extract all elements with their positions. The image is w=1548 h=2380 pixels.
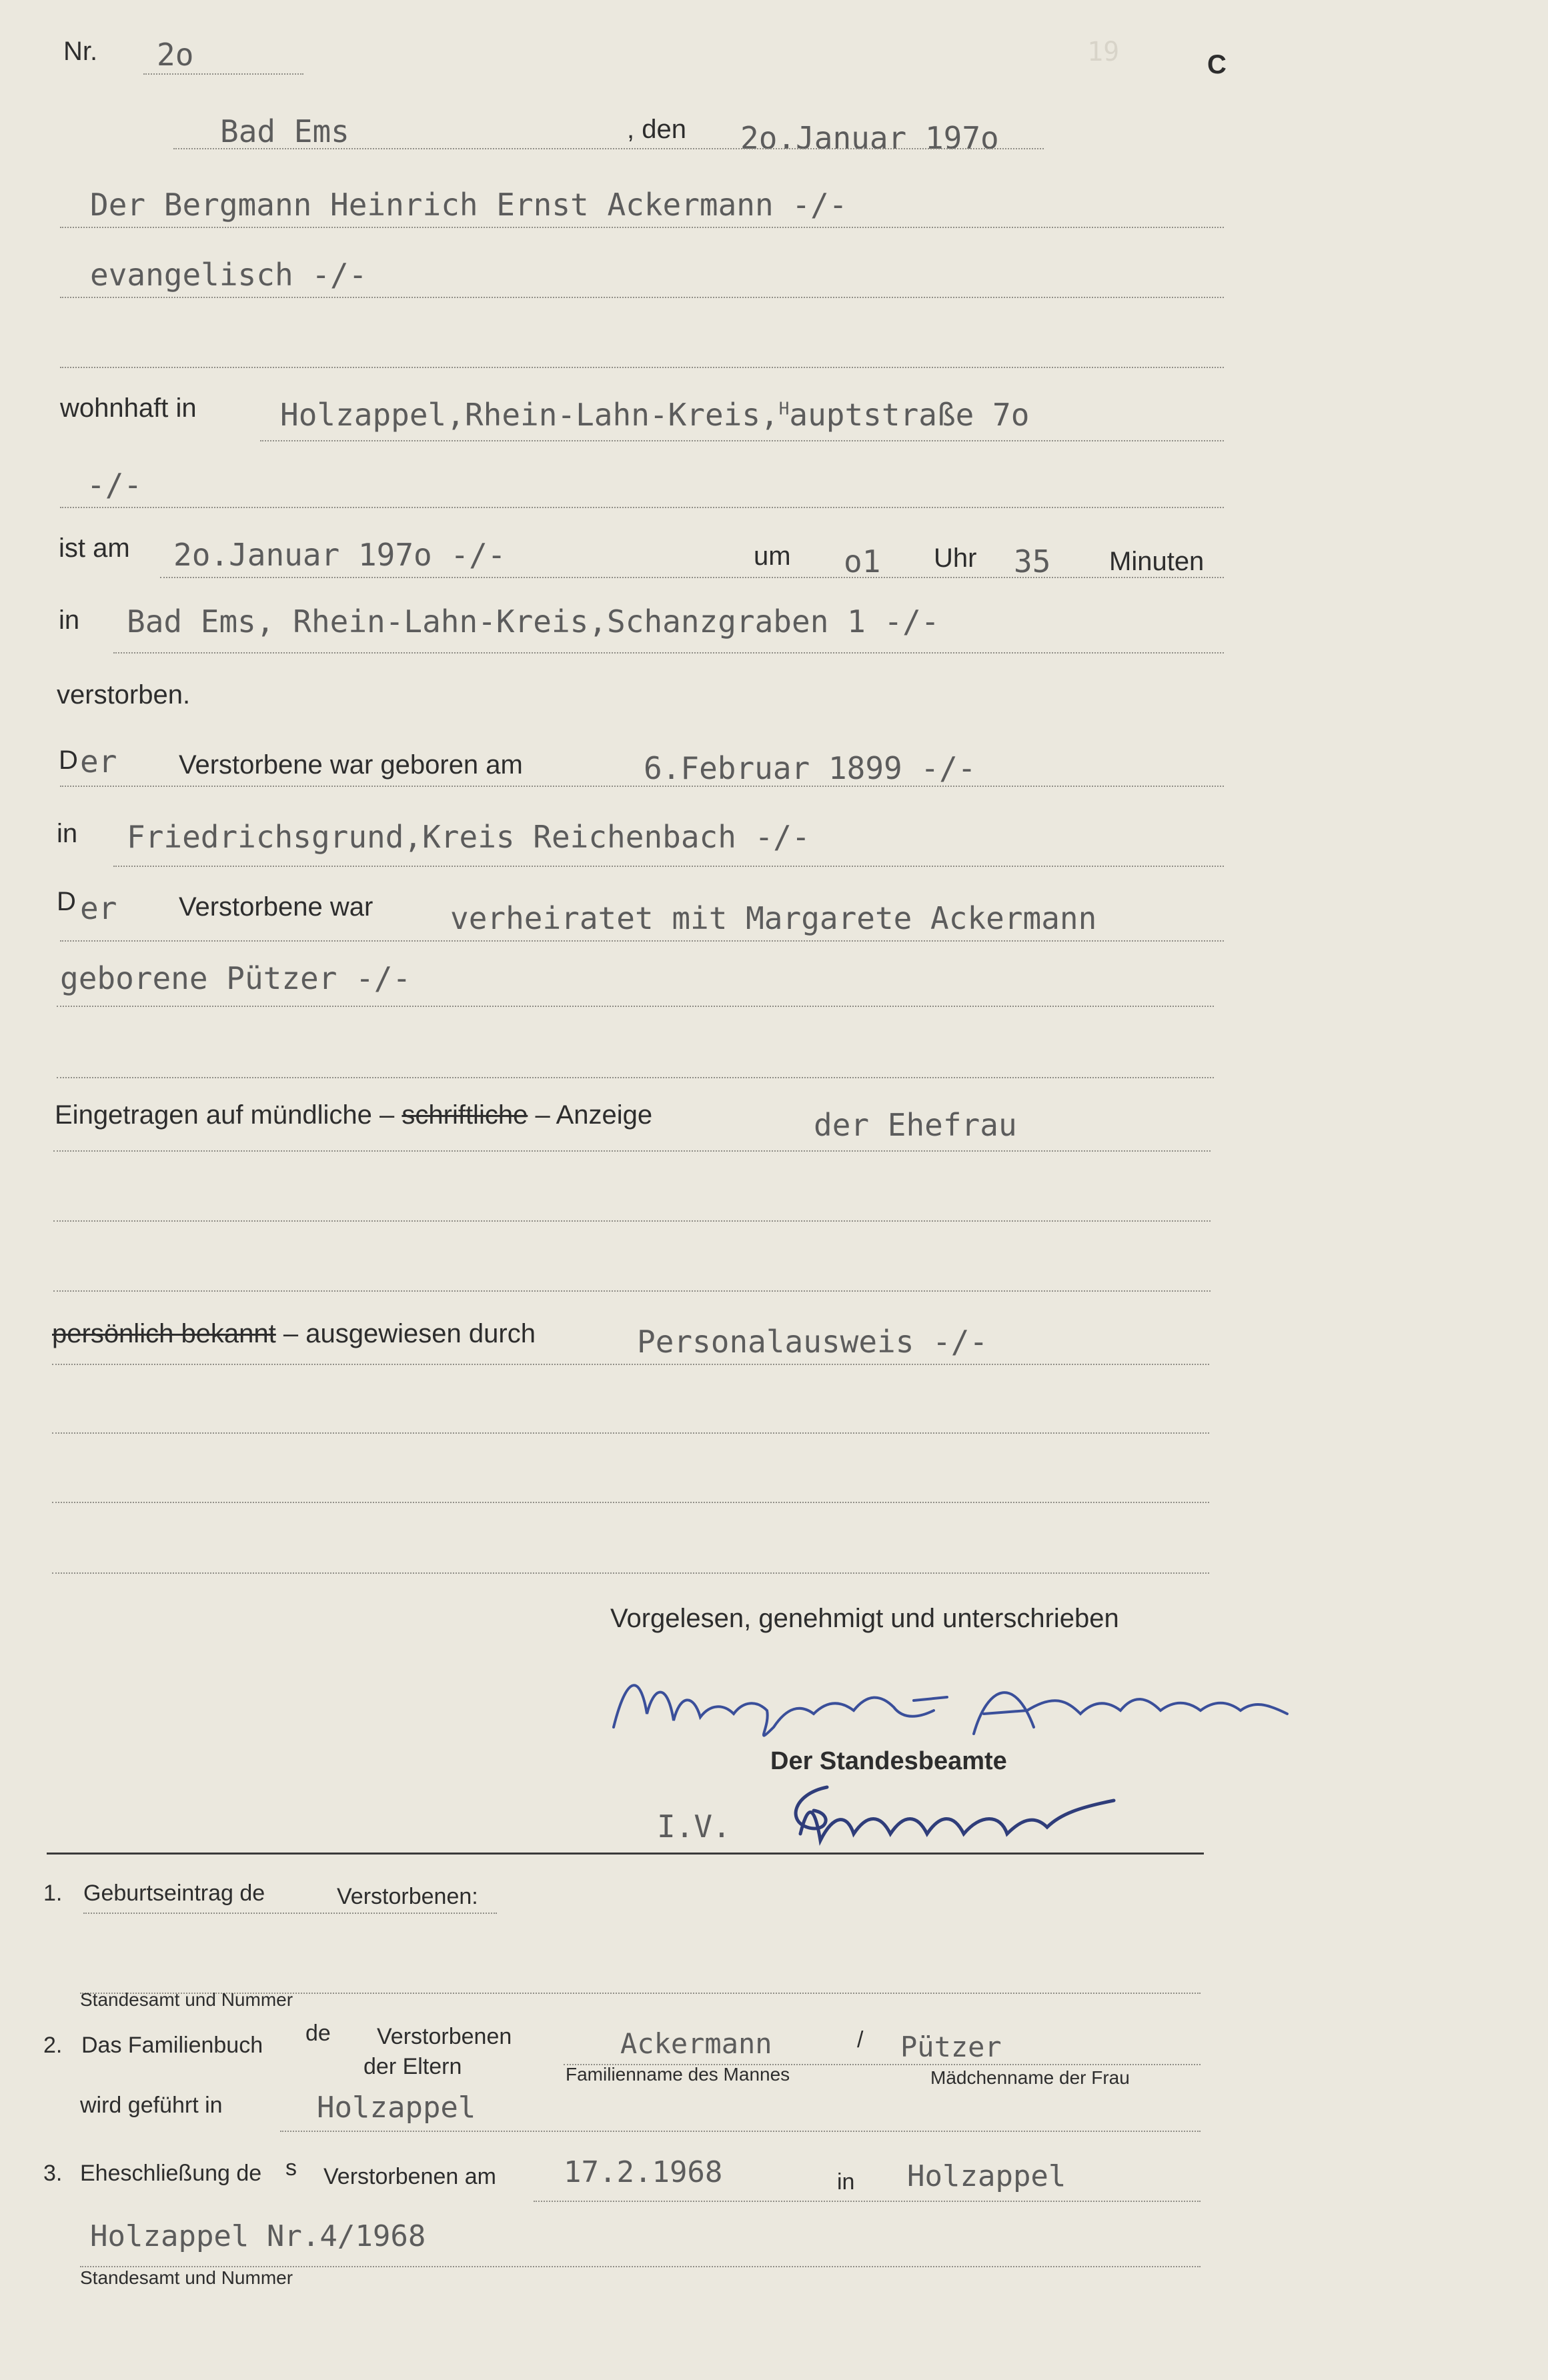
identity-label [52, 1319, 536, 1349]
person-line-3-rule [60, 367, 1224, 368]
birth-prefix-typed: er [80, 744, 117, 780]
um-label: um [754, 541, 791, 571]
identity-rule-3 [52, 1502, 1209, 1503]
marital-prefix-typed: er [80, 890, 117, 926]
item2-label: Das Familienbuch [81, 2033, 263, 2058]
item2-wife: Pützer [900, 2031, 1002, 2063]
person-line-1-rule [60, 227, 1224, 228]
nr-line [143, 73, 303, 75]
residence-value-2: -/- [87, 467, 143, 503]
death-hour: o1 [844, 543, 881, 579]
item2-eltern: der Eltern [363, 2054, 462, 2079]
item1-sub: Standesamt und Nummer [80, 1989, 293, 2010]
death-place-label: in [59, 606, 80, 635]
den-label: , den [627, 115, 686, 144]
residence-label: wohnhaft in [60, 393, 197, 423]
report-rule-1 [53, 1150, 1211, 1152]
residence-value-1 [280, 397, 1029, 433]
item3-registry: Holzappel Nr.4/1968 [90, 2219, 426, 2253]
item3-label-b: Verstorbenen am [323, 2164, 496, 2189]
death-place-value: Bad Ems, Rhein-Lahn-Kreis,Schanzgraben 1 -/- [127, 604, 940, 640]
death-time-rule [160, 577, 1224, 578]
item1-rule-1 [83, 1913, 497, 1914]
corner-letter: C [1207, 50, 1227, 79]
item3-place: Holzappel [907, 2159, 1066, 2193]
identity-value: Personalausweis -/- [637, 1324, 988, 1360]
birth-label: Verstorbene war geboren am [179, 750, 523, 780]
place-value: Bad Ems [220, 113, 349, 149]
residence-superscript: H [778, 399, 790, 419]
item3-sub: Standesamt und Nummer [80, 2267, 293, 2288]
nr-value: 2o [157, 37, 194, 73]
marital-prefix-d: D [57, 887, 76, 916]
uhr-label: Uhr [934, 543, 977, 573]
marital-rule-2 [57, 1006, 1214, 1007]
death-minutes: 35 [1014, 543, 1051, 579]
item3-label: Eheschließung de [80, 2161, 262, 2186]
signing-statement: Vorgelesen, genehmigt und unterschrieben [610, 1604, 1119, 1633]
place-date-line [173, 148, 1044, 149]
residence-street-rest: auptstraße 7o [789, 397, 1030, 433]
person-line-2: evangelisch -/- [90, 257, 367, 293]
report-label-a: Eingetragen auf mündliche – [55, 1100, 395, 1130]
official-label: Der Standesbeamte [770, 1747, 1007, 1775]
report-value: der Ehefrau [814, 1107, 1017, 1143]
item3-in: in [837, 2169, 855, 2195]
person-line-2-rule [60, 297, 1224, 298]
minuten-label: Minuten [1109, 547, 1205, 576]
item2-place: Holzappel [317, 2091, 476, 2125]
nr-label: Nr. [63, 37, 98, 66]
identity-rule-4 [52, 1572, 1209, 1574]
identity-label-b: – ausgewiesen durch [283, 1319, 536, 1348]
residence-line-1-rule [260, 440, 1224, 441]
item1-num: 1. [43, 1881, 63, 1906]
person-line-1: Der Bergmann Heinrich Ernst Ackermann -/- [90, 187, 848, 223]
birth-place-rule [113, 866, 1224, 867]
date-value: 2o.Januar 197o [740, 120, 999, 156]
birth-place: Friedrichsgrund,Kreis Reichenbach -/- [127, 819, 810, 855]
item2-husband-caption: Familienname des Mannes [566, 2064, 790, 2085]
report-label-struck: schriftliche [402, 1100, 528, 1130]
residence-line-2-rule [60, 507, 1224, 508]
bleed-through-mark: 19 [1087, 37, 1120, 67]
marital-rule-3 [57, 1077, 1214, 1078]
item2-rule-2 [280, 2131, 1201, 2132]
item3-s: s [285, 2155, 297, 2181]
item2-de: de [305, 2021, 331, 2046]
marital-rule-1 [60, 940, 1224, 942]
item2-verst: Verstorbenen [377, 2024, 512, 2049]
death-date-label: ist am [59, 533, 130, 563]
report-label [55, 1100, 652, 1130]
identity-label-struck: persönlich bekannt [52, 1319, 276, 1348]
death-date-value: 2o.Januar 197o -/- [173, 537, 506, 573]
footer-divider [47, 1853, 1204, 1855]
item3-num: 3. [43, 2161, 63, 2186]
birth-date-rule [60, 786, 1224, 787]
official-signature [767, 1774, 1154, 1861]
marital-value-1: verheiratet mit Margarete Ackermann [450, 900, 1097, 936]
item1-label-b: Verstorbenen: [337, 1884, 478, 1909]
report-rule-2 [53, 1220, 1211, 1222]
item2-slash: / [857, 2027, 864, 2053]
item2-wife-caption: Mädchenname der Frau [930, 2067, 1130, 2088]
item1-label: Geburtseintrag de [83, 1881, 265, 1906]
item3-rule-1 [534, 2201, 1201, 2202]
item2-husband: Ackermann [620, 2027, 772, 2060]
identity-rule-1 [52, 1364, 1209, 1365]
marital-label: Verstorbene war [179, 892, 373, 922]
item2-wird: wird geführt in [80, 2093, 223, 2118]
iv-label: I.V. [657, 1809, 731, 1845]
identity-rule-2 [52, 1432, 1209, 1434]
verstorben-label: verstorben. [57, 680, 191, 710]
residence-street-part: Holzappel,Rhein-Lahn-Kreis, [280, 397, 779, 433]
item2-num: 2. [43, 2033, 63, 2058]
birth-prefix-d: D [59, 746, 78, 775]
marital-value-2: geborene Pützer -/- [60, 960, 412, 996]
report-rule-3 [53, 1290, 1211, 1292]
birth-in-label: in [57, 819, 78, 848]
item3-date: 17.2.1968 [564, 2155, 723, 2189]
death-place-rule [113, 652, 1224, 654]
birth-date: 6.Februar 1899 -/- [644, 750, 976, 786]
report-label-b: – Anzeige [535, 1100, 653, 1130]
